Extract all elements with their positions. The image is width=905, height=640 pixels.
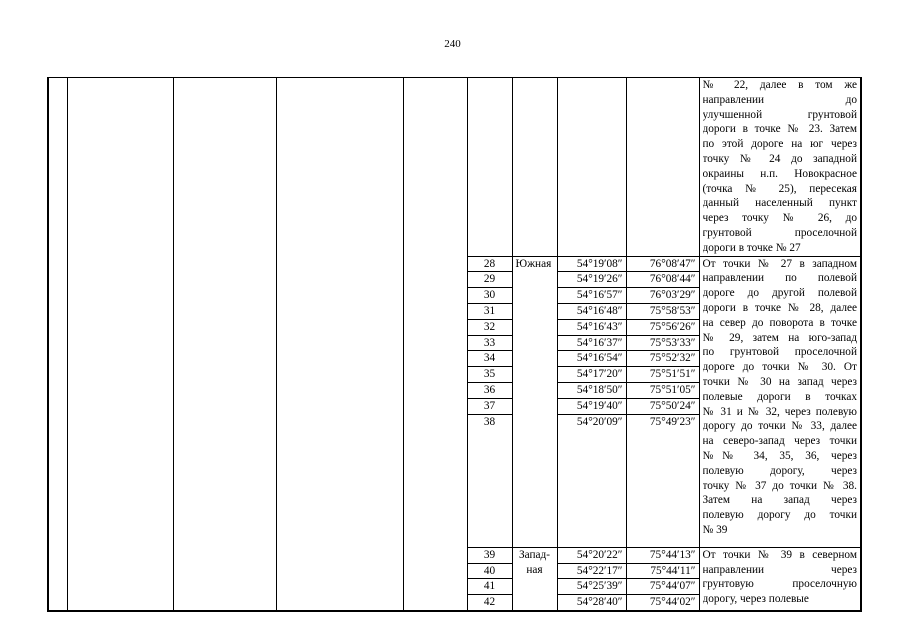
description-line: через точку № 26, до (702, 212, 857, 225)
point-number: 28 (467, 256, 512, 272)
longitude: 75°44′11″ (626, 563, 699, 579)
point-number-cell (467, 78, 512, 257)
point-number: 42 (467, 595, 512, 611)
boundary-description (699, 78, 861, 257)
latitude: 54°19′40″ (557, 398, 626, 414)
point-number: 33 (467, 335, 512, 351)
longitude: 75°51′05″ (626, 382, 699, 398)
point-number: 32 (467, 319, 512, 335)
point-number: 34 (467, 351, 512, 367)
boundary-side: Южная (512, 256, 557, 547)
point-number: 37 (467, 398, 512, 414)
description-line: по этой дороге на юг через (702, 138, 857, 151)
longitude: 75°56′26″ (626, 319, 699, 335)
description-line: на северо-запад через точки (702, 435, 857, 448)
longitude: 75°44′13″ (626, 547, 699, 563)
longitude: 75°53′33″ (626, 335, 699, 351)
description-line: на север до поворота в точке (702, 316, 857, 329)
description-line: № 29, затем на юго-запад (702, 331, 857, 344)
description-line: грунтовой проселочной (702, 226, 857, 239)
description-line: улучшенной грунтовой (702, 108, 857, 121)
latitude: 54°19′08″ (557, 256, 626, 272)
description-line: окраины н.п. Новокрасное (702, 167, 857, 180)
page-number: 240 (444, 38, 461, 50)
description-line: дороге до точки № 30. От (702, 361, 857, 374)
latitude: 54°20′09″ (557, 414, 626, 547)
boundary-side (512, 547, 557, 611)
description-line: направлении через (702, 563, 857, 576)
latitude: 54°25′39″ (557, 579, 626, 595)
point-number: 35 (467, 367, 512, 383)
boundary-side-line: Запад- (518, 548, 551, 561)
point-number: 36 (467, 382, 512, 398)
latitude: 54°16′57″ (557, 288, 626, 304)
description-line: направлении до (702, 93, 857, 106)
description-line: От точки № 27 в западном (702, 257, 857, 270)
latitude: 54°18′50″ (557, 382, 626, 398)
longitude: 76°08′47″ (626, 256, 699, 272)
latitude: 54°20′22″ (557, 547, 626, 563)
description-line: полевые дороги в точках (702, 390, 857, 403)
point-number: 29 (467, 272, 512, 288)
point-number: 30 (467, 288, 512, 304)
point-number: 38 (467, 414, 512, 547)
latitude: 54°17′20″ (557, 367, 626, 383)
latitude: 54°16′54″ (557, 351, 626, 367)
longitude: 75°49′23″ (626, 414, 699, 547)
longitude: 76°08′44″ (626, 272, 699, 288)
longitude: 75°44′07″ (626, 579, 699, 595)
longitude: 75°51′51″ (626, 367, 699, 383)
description-line: дорогу, через полевые (702, 593, 809, 606)
longitude: 75°44′02″ (626, 595, 699, 611)
boundary-description (699, 547, 861, 611)
latitude: 54°22′17″ (557, 563, 626, 579)
boundary-side-line: ная (526, 563, 543, 576)
description-line: № 22, далее в том же (702, 79, 857, 91)
description-line: направлении по полевой (702, 272, 857, 285)
latitude: 54°16′43″ (557, 319, 626, 335)
empty-column-cell (403, 78, 467, 611)
description-line: Затем на запад через (702, 494, 857, 507)
description-line: дороги в точке № 28, далее (702, 301, 857, 314)
description-line: точки № 30 на запад через (702, 375, 857, 388)
boundary-table (47, 77, 862, 612)
description-line: дорогу до точки № 33, далее (702, 420, 857, 433)
table-row (48, 78, 861, 93)
description-line: дороги в точке № 23. Затем (702, 123, 857, 136)
point-number: 39 (467, 547, 512, 563)
description-line: дороги в точке № 27 (702, 241, 801, 254)
description-line: грунтовую проселочную (702, 578, 857, 591)
latitude: 54°28′40″ (557, 595, 626, 611)
description-line: полевую дорогу до точки (702, 509, 857, 522)
latitude: 54°16′48″ (557, 303, 626, 319)
longitude: 75°50′24″ (626, 398, 699, 414)
empty-column-cell (48, 78, 67, 611)
longitude: 75°58′53″ (626, 303, 699, 319)
description-line: № 31 и № 32, через полевую (702, 405, 857, 418)
latitude-cell (557, 78, 626, 257)
point-number: 31 (467, 303, 512, 319)
empty-column-cell (173, 78, 276, 611)
description-line: точку № 24 до западной (702, 152, 857, 165)
point-number: 40 (467, 563, 512, 579)
longitude-cell (626, 78, 699, 257)
latitude: 54°19′26″ (557, 272, 626, 288)
description-line: полевую дорогу, через (702, 464, 857, 477)
description-line: (точка № 25), пересекая (702, 182, 857, 195)
longitude: 75°52′32″ (626, 351, 699, 367)
longitude: 76°03′29″ (626, 288, 699, 304)
empty-column-cell (67, 78, 173, 611)
description-line: №№ 34, 35, 36, через (702, 449, 857, 462)
description-line: дороге до другой полевой (702, 287, 857, 300)
side-cell (512, 78, 557, 257)
latitude: 54°16′37″ (557, 335, 626, 351)
point-number: 41 (467, 579, 512, 595)
boundary-description (699, 256, 861, 547)
empty-column-cell (276, 78, 403, 611)
description-line: точку № 37 до точки № 38. (702, 479, 857, 492)
description-line: по грунтовой проселочной (702, 346, 857, 359)
description-line: данный населенный пункт (702, 197, 857, 210)
description-line: № 39 (702, 523, 728, 536)
description-line: От точки № 39 в северном (702, 548, 857, 561)
